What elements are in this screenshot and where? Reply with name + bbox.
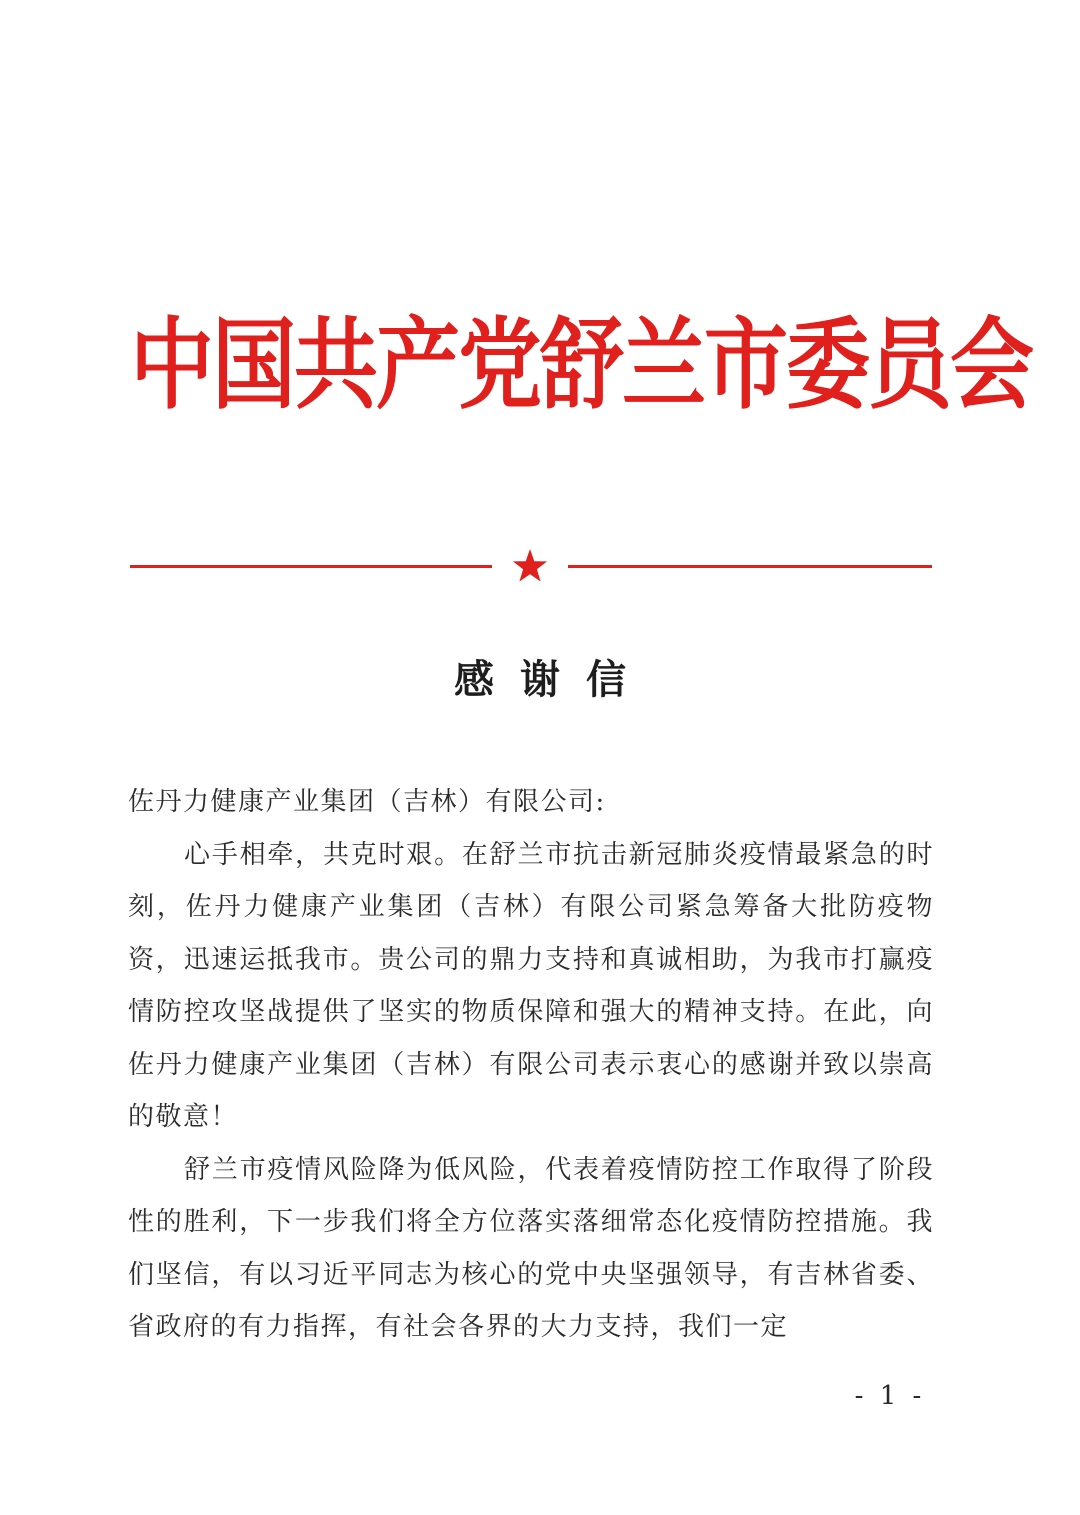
- divider-line-right: [568, 565, 932, 568]
- letter-title: 感谢信: [454, 656, 652, 703]
- page-number: - 1 -: [854, 1381, 926, 1411]
- letter-body: [128, 776, 934, 1354]
- letter-paragraph-1: 心手相牵，共克时艰。在舒兰市抗击新冠肺炎疫情最紧急的时刻，佐丹力健康产业集团（吉林）有限公司紧急筹备大批防疫物资，迅速运抵我市。贵公司的鼎力支持和真诚相助，为我市打赢疫情防控攻坚战提供了坚实的物质保障和强大的精神支持。在此，向佐丹力健康产业集团（吉林）有限公司表示衷心的感谢并致以崇高的敬意！: [128, 839, 934, 1132]
- letter-paragraph-2: 舒兰市疫情风险降为低风险，代表着疫情防控工作取得了阶段性的胜利，下一步我们将全方位落实落细常态化疫情防控措施。我们坚信，有以习近平同志为核心的党中央坚强领导，有吉林省委、省政府的有力指挥，有社会各界的大力支持，我们一定: [128, 1154, 934, 1342]
- letter-salutation: 佐丹力健康产业集团（吉林）有限公司:: [128, 787, 606, 817]
- red-divider: [130, 548, 932, 588]
- organization-header: 中国共产党舒兰市委员会: [130, 306, 1033, 423]
- star-icon: [512, 548, 548, 584]
- divider-line-left: [130, 565, 492, 568]
